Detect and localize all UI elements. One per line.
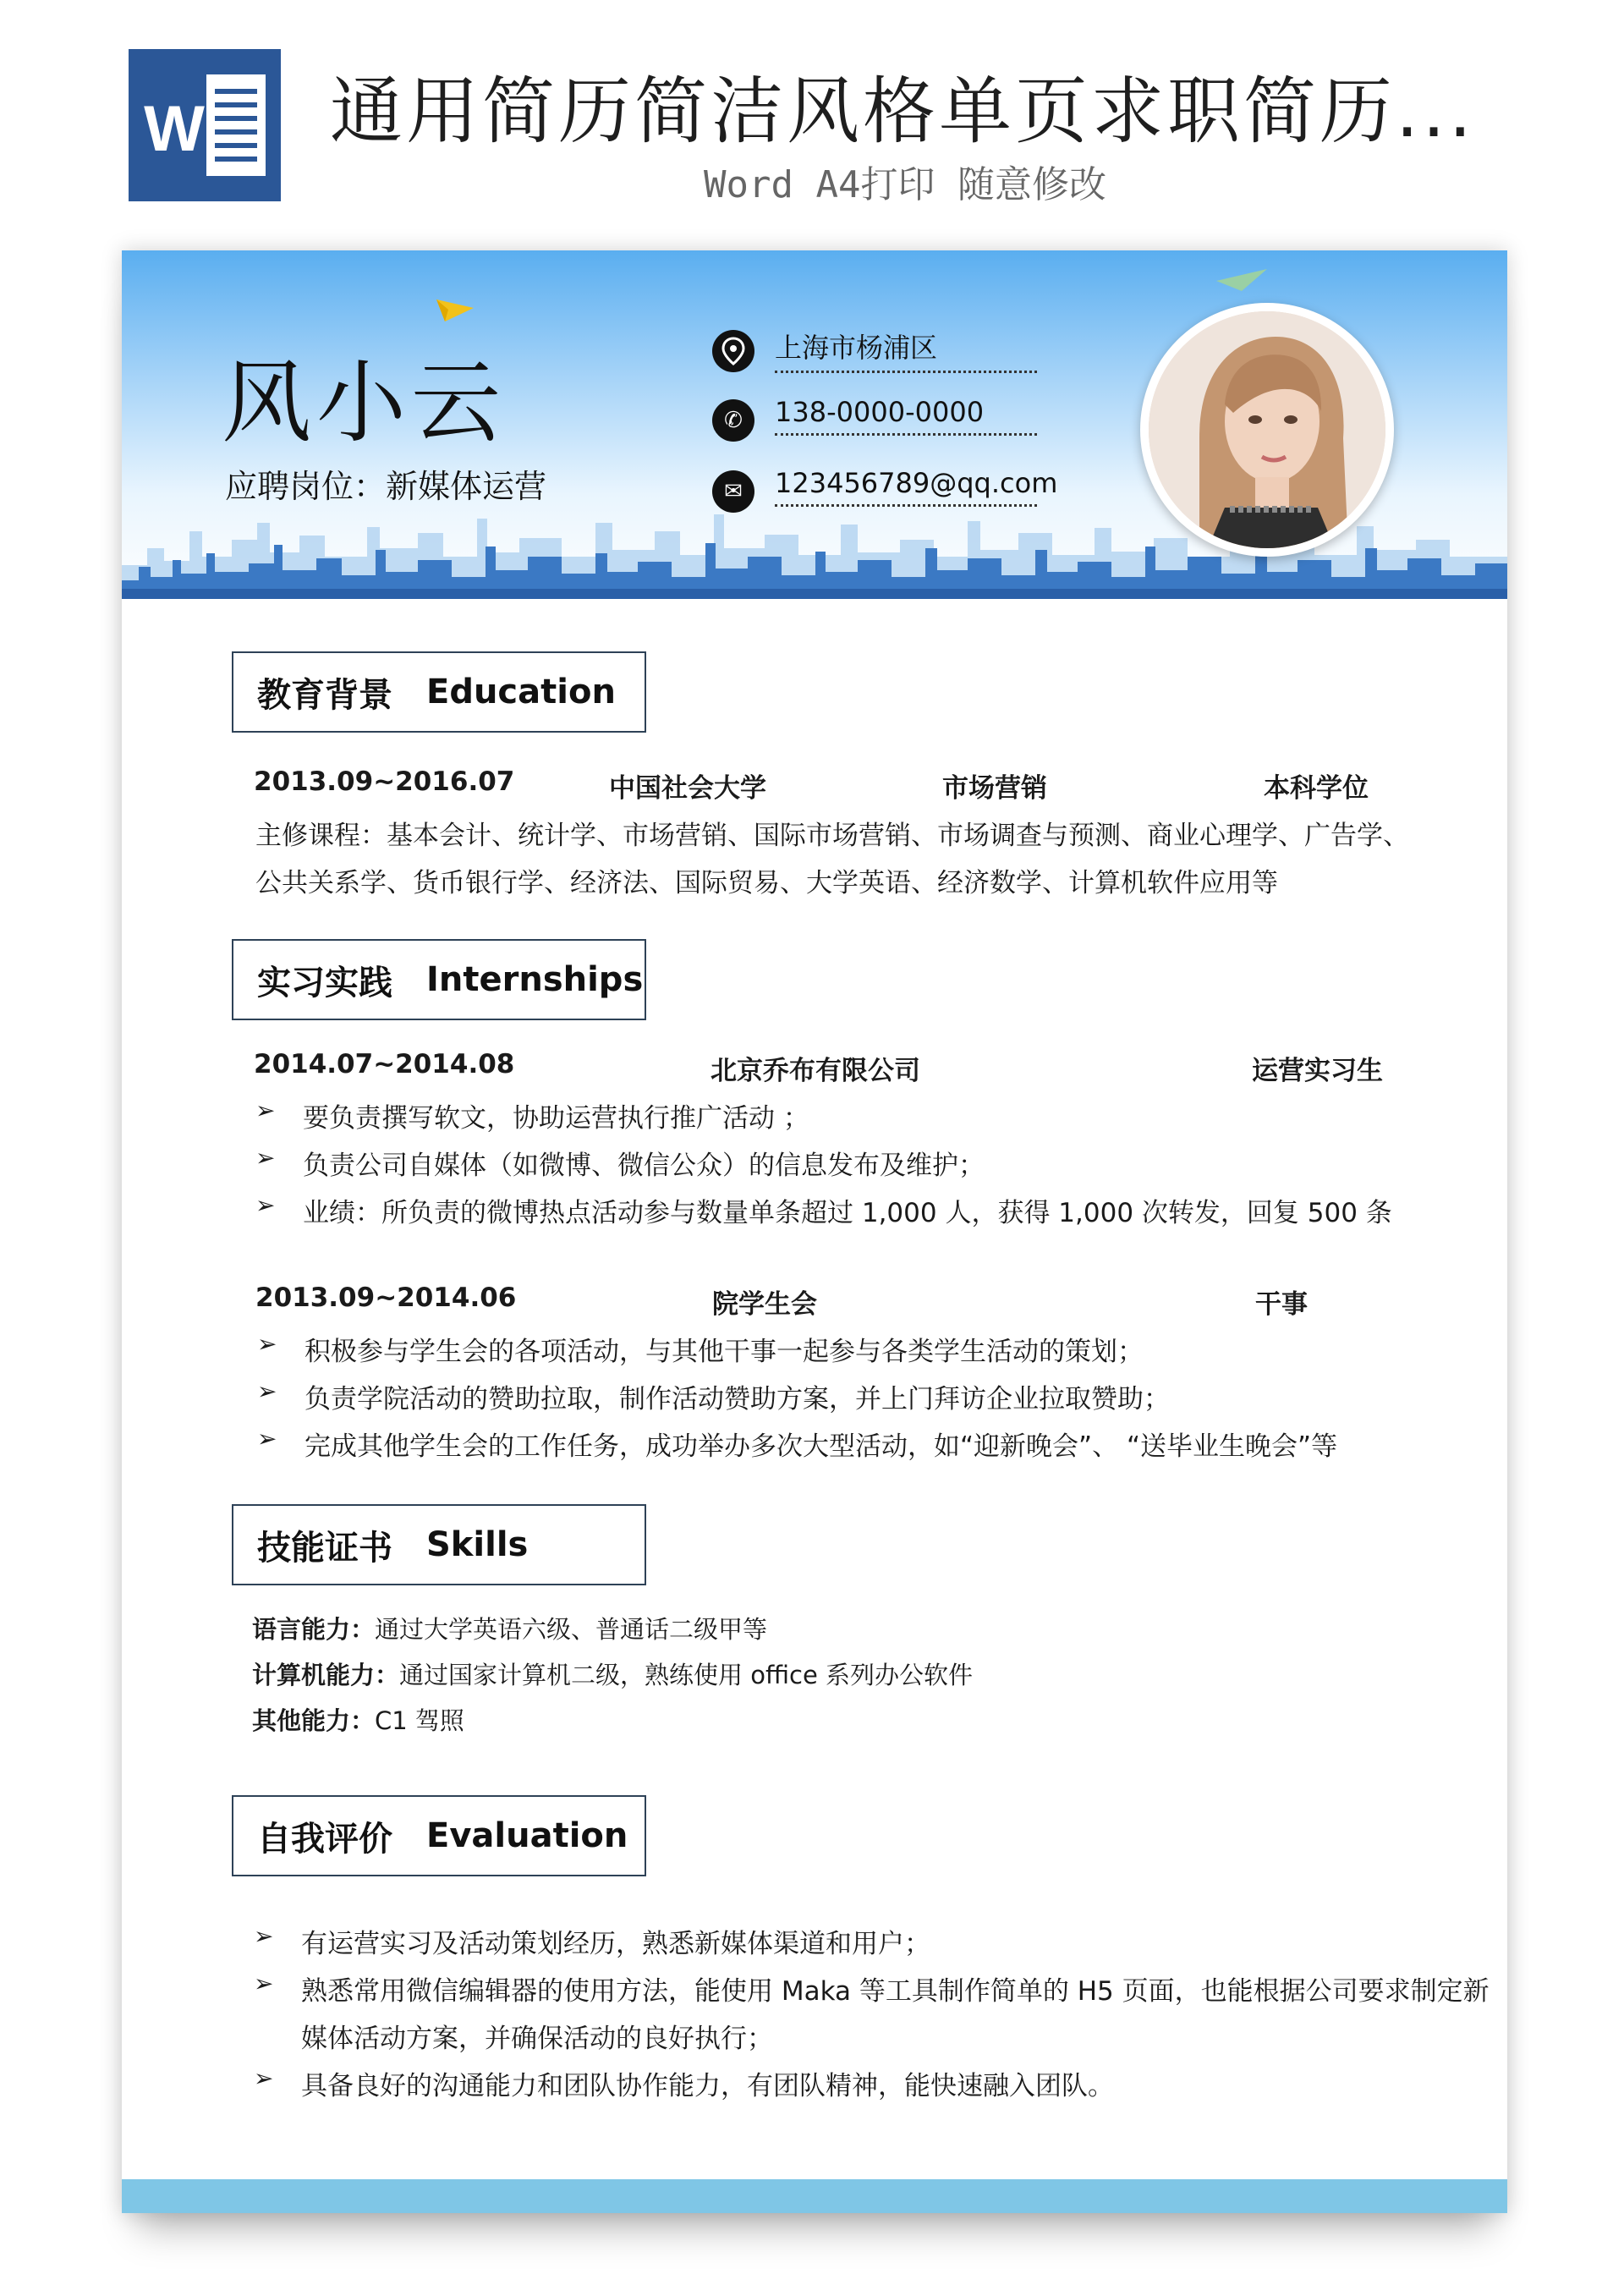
section-title-en: Education	[426, 673, 616, 711]
skill-language: 语言能力：通过大学英语六级、普通话二级甲等	[252, 1615, 768, 1644]
email-text: 123456789@qq.com	[775, 467, 1037, 507]
internship-period: 2014.07~2014.08	[254, 1049, 515, 1079]
section-title-cn: 技能证书	[257, 1528, 392, 1568]
section-title-cn: 实习实践	[257, 963, 392, 1002]
internship-org: 北京乔布有限公司	[710, 1056, 920, 1086]
list-item: ➢ 具备良好的沟通能力和团队协作能力，有团队精神，能快速融入团队。	[301, 2064, 1114, 2102]
education-major: 市场营销	[942, 773, 1047, 804]
section-title-cn: 自我评价	[257, 1819, 392, 1859]
word-icon-letter: W	[144, 93, 205, 165]
internship-role: 运营实习生	[1252, 1056, 1383, 1086]
internship-role: 干事	[1255, 1289, 1308, 1320]
section-skills-header	[232, 1504, 646, 1585]
section-title-en: Skills	[426, 1525, 529, 1564]
section-title-cn: 教育背景	[257, 675, 392, 715]
education-courses-line2: 公共关系学、货币银行学、经济法、国际贸易、大学英语、经济数学、计算机软件应用等	[255, 868, 1278, 898]
location-icon	[712, 330, 754, 372]
contact-email	[712, 467, 1152, 521]
document-title: 通用简历简洁风格单页求职简历...	[330, 69, 1476, 154]
job-target: 应聘岗位：新媒体运营	[225, 468, 547, 505]
section-evaluation-header	[232, 1795, 646, 1876]
education-school: 中国社会大学	[609, 773, 766, 804]
skill-other: 其他能力：C1 驾照	[252, 1706, 464, 1735]
mail-icon: ✉	[712, 470, 754, 513]
footer-bar	[122, 2179, 1507, 2213]
phone-text: 138-0000-0000	[775, 396, 1037, 436]
list-item: ➢ 业绩：所负责的微博热点活动参与数量单条超过 1,000 人，获得 1,000 次转发，回复 500 条	[303, 1191, 1392, 1229]
contact-phone	[712, 396, 1152, 450]
list-item: ➢ 积极参与学生会的各项活动，与其他干事一起参与各类学生活动的策划；	[304, 1330, 1144, 1368]
education-degree: 本科学位	[1264, 773, 1369, 804]
list-item: ➢ 要负责撰写软文，协助运营执行推广活动 ；	[303, 1096, 809, 1134]
list-item-continuation: 媒体活动方案，并确保活动的良好执行；	[301, 2024, 773, 2054]
resume-header	[122, 250, 1507, 599]
internship-org: 院学生会	[712, 1289, 817, 1320]
section-internships-header	[232, 939, 646, 1020]
list-item: ➢ 负责学院活动的赞助拉取，制作活动赞助方案，并上门拜访企业拉取赞助；	[304, 1377, 1170, 1415]
list-item: ➢ 完成其他学生会的工作任务，成功举办多次大型活动，如“迎新晚会”、 “送毕业生晚会”等	[304, 1425, 1337, 1463]
list-item: ➢ 有运营实习及活动策划经历，熟悉新媒体渠道和用户；	[301, 1922, 930, 1960]
education-courses-line1: 主修课程：基本会计、统计学、市场营销、国际市场营销、市场调查与预测、商业心理学、广告学、	[255, 821, 1409, 851]
internship-period: 2013.09~2014.06	[255, 1283, 517, 1313]
section-title-en: Evaluation	[426, 1816, 628, 1855]
contact-address	[712, 327, 1152, 381]
paper-plane-icon	[436, 299, 474, 323]
list-item: ➢ 熟悉常用微信编辑器的使用方法，能使用 Maka 等工具制作简单的 H5 页面，也能根据公司要求制定新	[301, 1969, 1490, 2008]
list-item: ➢ 负责公司自媒体（如微博、微信公众）的信息发布及维护；	[303, 1144, 985, 1182]
section-title-en: Internships	[426, 960, 644, 999]
section-education-header	[232, 651, 646, 733]
document-subtitle: Word A4打印 随意修改	[704, 163, 1106, 206]
candidate-name: 风小云	[222, 351, 506, 455]
education-period: 2013.09~2016.07	[254, 766, 515, 797]
phone-icon: ✆	[712, 399, 754, 442]
skill-computer: 计算机能力：通过国家计算机二级，熟练使用 office 系列办公软件	[252, 1661, 974, 1689]
paper-plane-icon	[1216, 269, 1267, 291]
profile-photo	[1140, 303, 1394, 557]
resume-page	[122, 250, 1507, 2213]
address-text: 上海市杨浦区	[775, 327, 1037, 373]
